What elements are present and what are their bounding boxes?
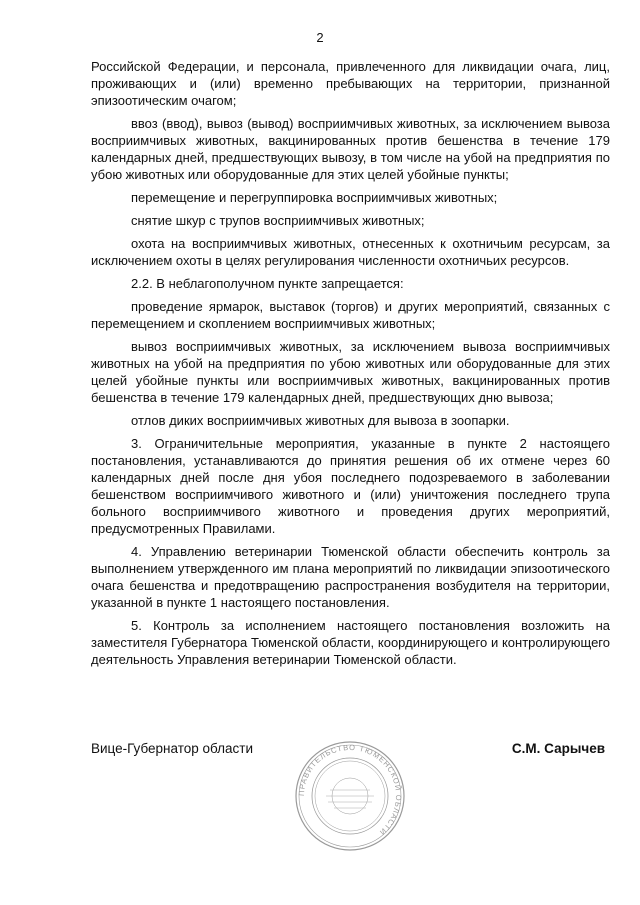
paragraph: ввоз (ввод), вывоз (вывод) восприимчивых животных, за исключением вывоза восприимчивых животных, вакцинированных против бешенства в течение 179 календарных дней, предшествующих вывозу, в том числе на убой на предприятия по убою животных или оборудованные для этих целей убойные пункты; [91, 116, 610, 182]
paragraph: отлов диких восприимчивых животных для вывоза в зоопарки. [131, 413, 510, 428]
official-seal [294, 740, 406, 852]
signatory-name: С.М. Сарычев [511, 741, 605, 756]
paragraph: 2.2. В неблагополучном пункте запрещается: [131, 276, 404, 291]
signatory-position: Вице-Губернатор области [91, 741, 253, 756]
paragraph: перемещение и перегруппировка восприимчивых животных; [131, 190, 498, 205]
paragraph: снятие шкур с трупов восприимчивых животных; [131, 213, 425, 228]
paragraph: охота на восприимчивых животных, отнесенных к охотничьим ресурсам, за исключением охоты в целях регулирования численности охотничьих ресурсов. [91, 236, 610, 268]
seal-ring-text: ПРАВИТЕЛЬСТВО ТЮМЕНСКОЙ ОБЛАСТИ [296, 742, 404, 838]
paragraph: 4. Управлению ветеринарии Тюменской области обеспечить контроль за выполнением утвержденного им плана мероприятий по ликвидации эпизоотического очага бешенства и предотвращению распространения возбудителя на территории, указанной в пункте 1 настоящего постановления. [91, 544, 610, 610]
paragraph: проведение ярмарок, выставок (торгов) и других мероприятий, связанных с перемещением и скоплением восприимчивых животных; [91, 299, 610, 331]
paragraph: Российской Федерации, и персонала, привлеченного для ликвидации очага, лиц, проживающих и (или) временно пребывающих на территории, признанной эпизоотическим очагом; [91, 59, 610, 108]
page-number: 2 [316, 30, 324, 45]
document-body [91, 58, 610, 674]
paragraph: вывоз восприимчивых животных, за исключением вывоза восприимчивых животных на убой на предприятия по убою животных или оборудованные для этих целей убойные пункты или восприимчивых животных, вакцинированных против бешенства в течение 179 календарных дней, предшествующих дню вывоза; [91, 339, 610, 405]
paragraph: 3. Ограничительные мероприятия, указанные в пункте 2 настоящего постановления, устанавливаются до принятия решения об их отмене через 60 календарных дней после дня убоя последнего подозреваемого в заболевании бешенством восприимчивого животного и (или) уничтожения последнего трупа больного восприимчивого животного и проведения других мероприятий, предусмотренных Правилами. [91, 436, 610, 536]
paragraph: 5. Контроль за исполнением настоящего постановления возложить на заместителя Губернатора Тюменской области, координирующего и контролирующего деятельность Управления ветеринарии Тюменской области. [91, 618, 610, 667]
